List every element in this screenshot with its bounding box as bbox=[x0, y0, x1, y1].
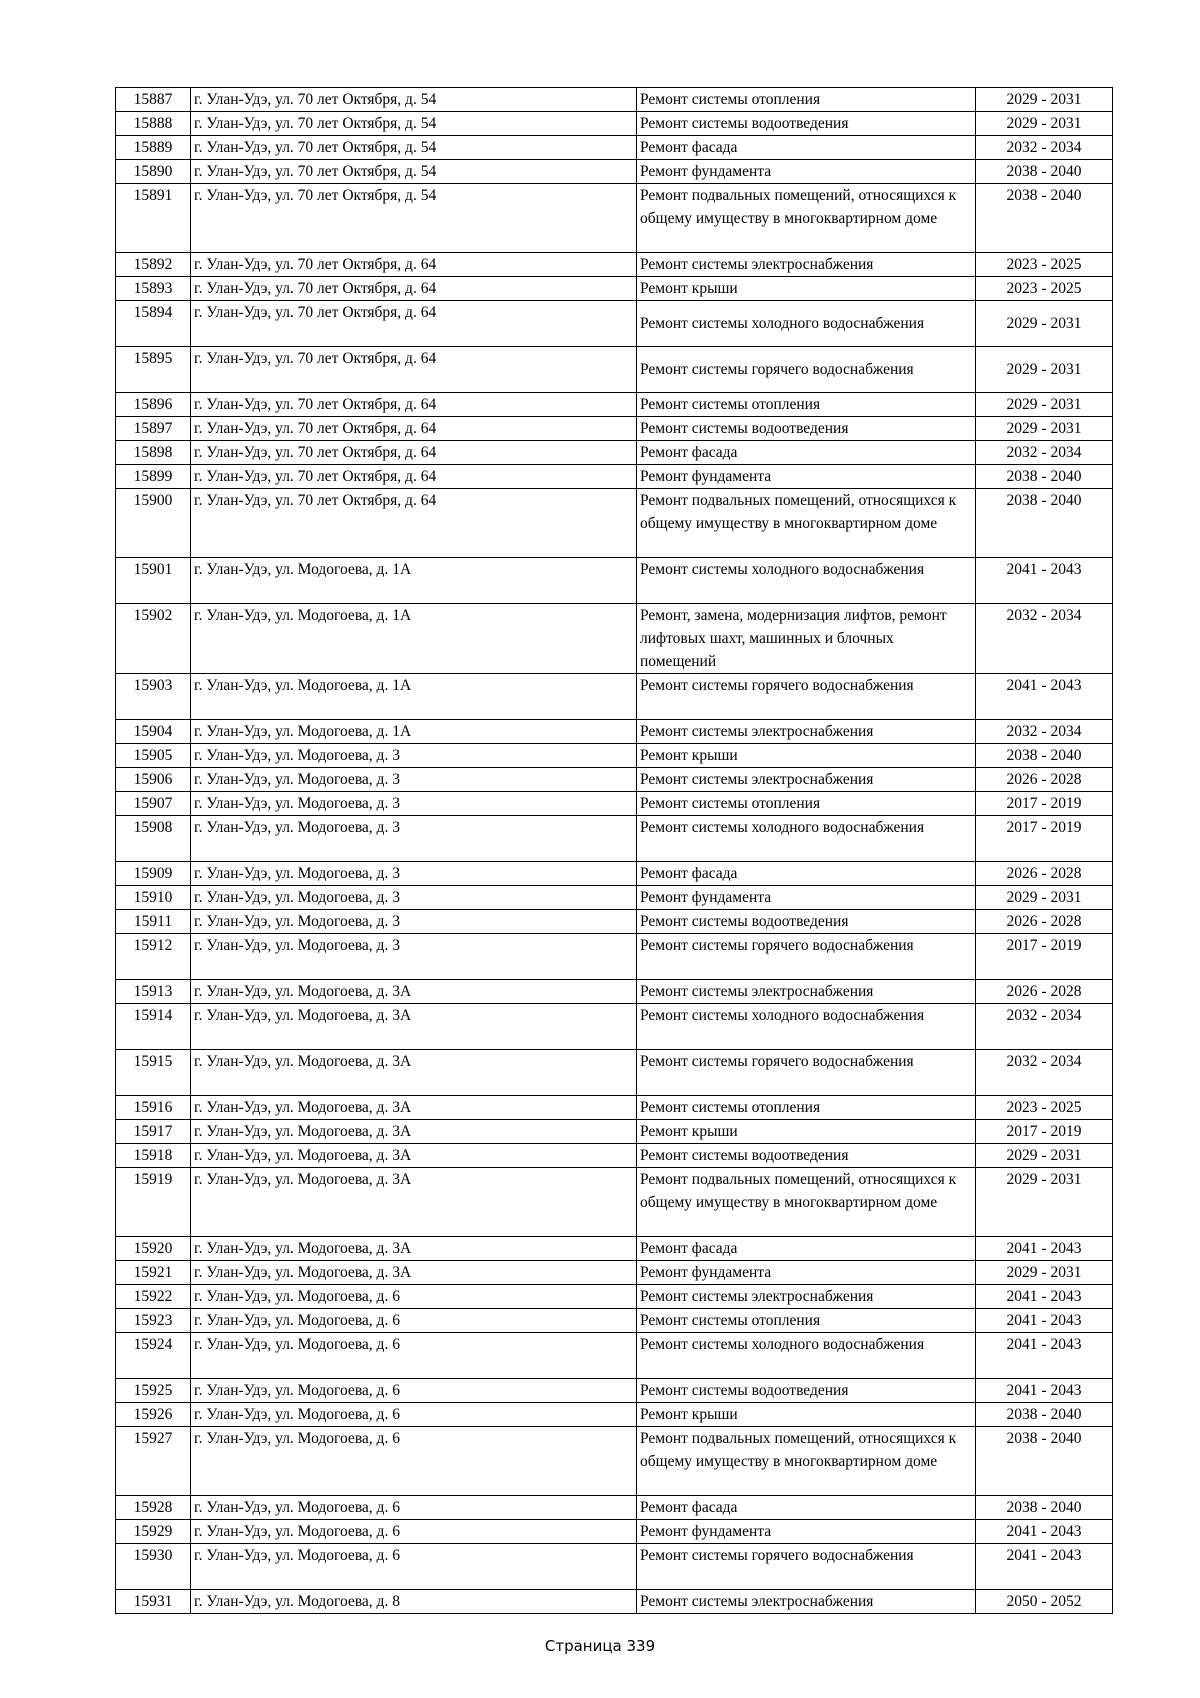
table-row bbox=[116, 1168, 1113, 1237]
address-cell: г. Улан-Удэ, ул. Модогоева, д. 1А bbox=[191, 674, 637, 720]
table-row bbox=[116, 934, 1113, 980]
work-type-cell: Ремонт системы водоотведения bbox=[637, 1144, 976, 1168]
work-type-cell: Ремонт системы горячего водоснабжения bbox=[637, 347, 976, 393]
row-number-cell: 15912 bbox=[116, 934, 191, 980]
row-number-cell: 15892 bbox=[116, 253, 191, 277]
address-cell: г. Улан-Удэ, ул. Модогоева, д. 3 bbox=[191, 862, 637, 886]
address-cell: г. Улан-Удэ, ул. Модогоева, д. 3 bbox=[191, 910, 637, 934]
address-cell: г. Улан-Удэ, ул. Модогоева, д. 3 bbox=[191, 744, 637, 768]
work-type-cell: Ремонт подвальных помещений, относящихся к общему имуществу в многоквартирном доме bbox=[637, 1427, 976, 1496]
table-row bbox=[116, 1379, 1113, 1403]
row-number-cell: 15929 bbox=[116, 1520, 191, 1544]
period-cell: 2029 - 2031 bbox=[976, 1168, 1113, 1237]
address-cell: г. Улан-Удэ, ул. Модогоева, д. 6 bbox=[191, 1427, 637, 1496]
period-cell: 2017 - 2019 bbox=[976, 934, 1113, 980]
table-row bbox=[116, 112, 1113, 136]
period-cell: 2017 - 2019 bbox=[976, 1120, 1113, 1144]
table-row bbox=[116, 886, 1113, 910]
table-row bbox=[116, 1403, 1113, 1427]
period-cell: 2023 - 2025 bbox=[976, 253, 1113, 277]
address-cell: г. Улан-Удэ, ул. Модогоева, д. 3 bbox=[191, 886, 637, 910]
table-row bbox=[116, 160, 1113, 184]
address-cell: г. Улан-Удэ, ул. Модогоева, д. 3А bbox=[191, 1004, 637, 1050]
work-type-cell: Ремонт системы электроснабжения bbox=[637, 1590, 976, 1614]
period-cell: 2038 - 2040 bbox=[976, 1427, 1113, 1496]
period-cell: 2023 - 2025 bbox=[976, 277, 1113, 301]
address-cell: г. Улан-Удэ, ул. Модогоева, д. 3А bbox=[191, 1120, 637, 1144]
row-number-cell: 15926 bbox=[116, 1403, 191, 1427]
table-body bbox=[116, 88, 1113, 1614]
period-cell: 2029 - 2031 bbox=[976, 417, 1113, 441]
address-cell: г. Улан-Удэ, ул. 70 лет Октября, д. 64 bbox=[191, 489, 637, 558]
work-type-cell: Ремонт системы горячего водоснабжения bbox=[637, 1050, 976, 1096]
work-type-cell: Ремонт системы электроснабжения bbox=[637, 1285, 976, 1309]
table-row bbox=[116, 862, 1113, 886]
work-type-cell: Ремонт подвальных помещений, относящихся к общему имуществу в многоквартирном доме bbox=[637, 1168, 976, 1237]
work-type-cell: Ремонт фасада bbox=[637, 441, 976, 465]
address-cell: г. Улан-Удэ, ул. 70 лет Октября, д. 64 bbox=[191, 441, 637, 465]
work-type-cell: Ремонт фасада bbox=[637, 1496, 976, 1520]
row-number-cell: 15896 bbox=[116, 393, 191, 417]
address-cell: г. Улан-Удэ, ул. 70 лет Октября, д. 64 bbox=[191, 393, 637, 417]
table-row bbox=[116, 1285, 1113, 1309]
address-cell: г. Улан-Удэ, ул. 70 лет Октября, д. 54 bbox=[191, 136, 637, 160]
row-number-cell: 15908 bbox=[116, 816, 191, 862]
table-row bbox=[116, 277, 1113, 301]
period-cell: 2029 - 2031 bbox=[976, 393, 1113, 417]
work-type-cell: Ремонт системы электроснабжения bbox=[637, 768, 976, 792]
period-cell: 2038 - 2040 bbox=[976, 184, 1113, 253]
period-cell: 2029 - 2031 bbox=[976, 347, 1113, 393]
period-cell: 2032 - 2034 bbox=[976, 604, 1113, 674]
row-number-cell: 15891 bbox=[116, 184, 191, 253]
work-type-cell: Ремонт системы холодного водоснабжения bbox=[637, 816, 976, 862]
period-cell: 2038 - 2040 bbox=[976, 465, 1113, 489]
work-type-cell: Ремонт крыши bbox=[637, 1120, 976, 1144]
row-number-cell: 15915 bbox=[116, 1050, 191, 1096]
row-number-cell: 15925 bbox=[116, 1379, 191, 1403]
work-type-cell: Ремонт фундамента bbox=[637, 1261, 976, 1285]
work-type-cell: Ремонт системы электроснабжения bbox=[637, 980, 976, 1004]
period-cell: 2038 - 2040 bbox=[976, 1496, 1113, 1520]
table-row bbox=[116, 604, 1113, 674]
address-cell: г. Улан-Удэ, ул. 70 лет Октября, д. 54 bbox=[191, 184, 637, 253]
address-cell: г. Улан-Удэ, ул. Модогоева, д. 1А bbox=[191, 720, 637, 744]
period-cell: 2032 - 2034 bbox=[976, 1050, 1113, 1096]
period-cell: 2026 - 2028 bbox=[976, 910, 1113, 934]
address-cell: г. Улан-Удэ, ул. Модогоева, д. 3 bbox=[191, 768, 637, 792]
period-cell: 2026 - 2028 bbox=[976, 980, 1113, 1004]
row-number-cell: 15931 bbox=[116, 1590, 191, 1614]
row-number-cell: 15887 bbox=[116, 88, 191, 112]
work-type-cell: Ремонт крыши bbox=[637, 277, 976, 301]
address-cell: г. Улан-Удэ, ул. 70 лет Октября, д. 54 bbox=[191, 112, 637, 136]
work-type-cell: Ремонт системы горячего водоснабжения bbox=[637, 934, 976, 980]
address-cell: г. Улан-Удэ, ул. 70 лет Октября, д. 64 bbox=[191, 277, 637, 301]
period-cell: 2029 - 2031 bbox=[976, 886, 1113, 910]
address-cell: г. Улан-Удэ, ул. Модогоева, д. 3 bbox=[191, 816, 637, 862]
address-cell: г. Улан-Удэ, ул. 70 лет Октября, д. 54 bbox=[191, 160, 637, 184]
table-row bbox=[116, 347, 1113, 393]
row-number-cell: 15900 bbox=[116, 489, 191, 558]
address-cell: г. Улан-Удэ, ул. Модогоева, д. 6 bbox=[191, 1496, 637, 1520]
period-cell: 2032 - 2034 bbox=[976, 1004, 1113, 1050]
table-row bbox=[116, 1309, 1113, 1333]
row-number-cell: 15897 bbox=[116, 417, 191, 441]
table-row bbox=[116, 1590, 1113, 1614]
row-number-cell: 15898 bbox=[116, 441, 191, 465]
table-row bbox=[116, 1144, 1113, 1168]
work-type-cell: Ремонт системы электроснабжения bbox=[637, 253, 976, 277]
address-cell: г. Улан-Удэ, ул. Модогоева, д. 3А bbox=[191, 1237, 637, 1261]
address-cell: г. Улан-Удэ, ул. Модогоева, д. 6 bbox=[191, 1544, 637, 1590]
row-number-cell: 15888 bbox=[116, 112, 191, 136]
period-cell: 2041 - 2043 bbox=[976, 1309, 1113, 1333]
period-cell: 2026 - 2028 bbox=[976, 768, 1113, 792]
table-row bbox=[116, 1427, 1113, 1496]
work-type-cell: Ремонт системы отопления bbox=[637, 1096, 976, 1120]
row-number-cell: 15901 bbox=[116, 558, 191, 604]
work-type-cell: Ремонт фундамента bbox=[637, 160, 976, 184]
table-row bbox=[116, 88, 1113, 112]
work-type-cell: Ремонт, замена, модернизация лифтов, ремонт лифтовых шахт, машинных и блочных помещений bbox=[637, 604, 976, 674]
address-cell: г. Улан-Удэ, ул. Модогоева, д. 3 bbox=[191, 934, 637, 980]
period-cell: 2041 - 2043 bbox=[976, 674, 1113, 720]
row-number-cell: 15928 bbox=[116, 1496, 191, 1520]
period-cell: 2050 - 2052 bbox=[976, 1590, 1113, 1614]
work-type-cell: Ремонт подвальных помещений, относящихся к общему имуществу в многоквартирном доме bbox=[637, 184, 976, 253]
row-number-cell: 15904 bbox=[116, 720, 191, 744]
table-row bbox=[116, 674, 1113, 720]
row-number-cell: 15918 bbox=[116, 1144, 191, 1168]
period-cell: 2041 - 2043 bbox=[976, 1520, 1113, 1544]
period-cell: 2032 - 2034 bbox=[976, 720, 1113, 744]
table-row bbox=[116, 465, 1113, 489]
period-cell: 2017 - 2019 bbox=[976, 792, 1113, 816]
row-number-cell: 15911 bbox=[116, 910, 191, 934]
row-number-cell: 15917 bbox=[116, 1120, 191, 1144]
period-cell: 2029 - 2031 bbox=[976, 1261, 1113, 1285]
address-cell: г. Улан-Удэ, ул. 70 лет Октября, д. 64 bbox=[191, 465, 637, 489]
row-number-cell: 15916 bbox=[116, 1096, 191, 1120]
table-row bbox=[116, 489, 1113, 558]
period-cell: 2023 - 2025 bbox=[976, 1096, 1113, 1120]
table-row bbox=[116, 1004, 1113, 1050]
address-cell: г. Улан-Удэ, ул. Модогоева, д. 1А bbox=[191, 558, 637, 604]
table-row bbox=[116, 1096, 1113, 1120]
table-row bbox=[116, 393, 1113, 417]
period-cell: 2041 - 2043 bbox=[976, 1333, 1113, 1379]
page-number: Страница 339 bbox=[544, 1637, 656, 1655]
table-row bbox=[116, 1520, 1113, 1544]
table-row bbox=[116, 816, 1113, 862]
table-row bbox=[116, 184, 1113, 253]
work-type-cell: Ремонт системы водоотведения bbox=[637, 1379, 976, 1403]
table-row bbox=[116, 980, 1113, 1004]
period-cell: 2038 - 2040 bbox=[976, 489, 1113, 558]
table-row bbox=[116, 301, 1113, 347]
period-cell: 2032 - 2034 bbox=[976, 136, 1113, 160]
period-cell: 2041 - 2043 bbox=[976, 1237, 1113, 1261]
table-row bbox=[116, 558, 1113, 604]
table-row bbox=[116, 1120, 1113, 1144]
table-row bbox=[116, 1496, 1113, 1520]
work-type-cell: Ремонт системы холодного водоснабжения bbox=[637, 1333, 976, 1379]
address-cell: г. Улан-Удэ, ул. Модогоева, д. 8 bbox=[191, 1590, 637, 1614]
work-type-cell: Ремонт фундамента bbox=[637, 465, 976, 489]
address-cell: г. Улан-Удэ, ул. 70 лет Октября, д. 64 bbox=[191, 417, 637, 441]
row-number-cell: 15920 bbox=[116, 1237, 191, 1261]
period-cell: 2038 - 2040 bbox=[976, 1403, 1113, 1427]
address-cell: г. Улан-Удэ, ул. Модогоева, д. 3А bbox=[191, 980, 637, 1004]
row-number-cell: 15913 bbox=[116, 980, 191, 1004]
work-type-cell: Ремонт крыши bbox=[637, 744, 976, 768]
period-cell: 2029 - 2031 bbox=[976, 88, 1113, 112]
row-number-cell: 15890 bbox=[116, 160, 191, 184]
table-row bbox=[116, 136, 1113, 160]
period-cell: 2038 - 2040 bbox=[976, 744, 1113, 768]
work-type-cell: Ремонт системы холодного водоснабжения bbox=[637, 1004, 976, 1050]
address-cell: г. Улан-Удэ, ул. 70 лет Октября, д. 64 bbox=[191, 347, 637, 393]
address-cell: г. Улан-Удэ, ул. Модогоева, д. 3А bbox=[191, 1096, 637, 1120]
period-cell: 2041 - 2043 bbox=[976, 558, 1113, 604]
address-cell: г. Улан-Удэ, ул. 70 лет Октября, д. 64 bbox=[191, 301, 637, 347]
period-cell: 2041 - 2043 bbox=[976, 1379, 1113, 1403]
table-row bbox=[116, 1261, 1113, 1285]
work-type-cell: Ремонт системы водоотведения bbox=[637, 112, 976, 136]
table-row bbox=[116, 792, 1113, 816]
period-cell: 2029 - 2031 bbox=[976, 301, 1113, 347]
row-number-cell: 15894 bbox=[116, 301, 191, 347]
row-number-cell: 15905 bbox=[116, 744, 191, 768]
work-type-cell: Ремонт системы водоотведения bbox=[637, 417, 976, 441]
work-type-cell: Ремонт системы горячего водоснабжения bbox=[637, 1544, 976, 1590]
address-cell: г. Улан-Удэ, ул. Модогоева, д. 3 bbox=[191, 792, 637, 816]
table-row bbox=[116, 441, 1113, 465]
row-number-cell: 15889 bbox=[116, 136, 191, 160]
address-cell: г. Улан-Удэ, ул. Модогоева, д. 3А bbox=[191, 1050, 637, 1096]
work-type-cell: Ремонт системы отопления bbox=[637, 88, 976, 112]
row-number-cell: 15899 bbox=[116, 465, 191, 489]
row-number-cell: 15930 bbox=[116, 1544, 191, 1590]
address-cell: г. Улан-Удэ, ул. Модогоева, д. 6 bbox=[191, 1520, 637, 1544]
row-number-cell: 15924 bbox=[116, 1333, 191, 1379]
work-type-cell: Ремонт фундамента bbox=[637, 886, 976, 910]
address-cell: г. Улан-Удэ, ул. Модогоева, д. 6 bbox=[191, 1285, 637, 1309]
row-number-cell: 15910 bbox=[116, 886, 191, 910]
table-row bbox=[116, 744, 1113, 768]
work-type-cell: Ремонт крыши bbox=[637, 1403, 976, 1427]
row-number-cell: 15903 bbox=[116, 674, 191, 720]
address-cell: г. Улан-Удэ, ул. Модогоева, д. 6 bbox=[191, 1403, 637, 1427]
row-number-cell: 15927 bbox=[116, 1427, 191, 1496]
work-type-cell: Ремонт фасада bbox=[637, 1237, 976, 1261]
row-number-cell: 15914 bbox=[116, 1004, 191, 1050]
row-number-cell: 15909 bbox=[116, 862, 191, 886]
period-cell: 2029 - 2031 bbox=[976, 1144, 1113, 1168]
work-type-cell: Ремонт системы электроснабжения bbox=[637, 720, 976, 744]
row-number-cell: 15895 bbox=[116, 347, 191, 393]
address-cell: г. Улан-Удэ, ул. 70 лет Октября, д. 64 bbox=[191, 253, 637, 277]
period-cell: 2041 - 2043 bbox=[976, 1285, 1113, 1309]
work-type-cell: Ремонт системы отопления bbox=[637, 1309, 976, 1333]
address-cell: г. Улан-Удэ, ул. Модогоева, д. 6 bbox=[191, 1379, 637, 1403]
row-number-cell: 15907 bbox=[116, 792, 191, 816]
table-row bbox=[116, 1237, 1113, 1261]
period-cell: 2029 - 2031 bbox=[976, 112, 1113, 136]
table-row bbox=[116, 1050, 1113, 1096]
work-type-cell: Ремонт фасада bbox=[637, 862, 976, 886]
row-number-cell: 15921 bbox=[116, 1261, 191, 1285]
work-type-cell: Ремонт системы отопления bbox=[637, 393, 976, 417]
address-cell: г. Улан-Удэ, ул. Модогоева, д. 6 bbox=[191, 1333, 637, 1379]
table-row bbox=[116, 1544, 1113, 1590]
table-row bbox=[116, 253, 1113, 277]
period-cell: 2026 - 2028 bbox=[976, 862, 1113, 886]
row-number-cell: 15923 bbox=[116, 1309, 191, 1333]
address-cell: г. Улан-Удэ, ул. Модогоева, д. 3А bbox=[191, 1168, 637, 1237]
work-type-cell: Ремонт фасада bbox=[637, 136, 976, 160]
work-type-cell: Ремонт системы отопления bbox=[637, 792, 976, 816]
table-row bbox=[116, 768, 1113, 792]
row-number-cell: 15902 bbox=[116, 604, 191, 674]
row-number-cell: 15919 bbox=[116, 1168, 191, 1237]
work-type-cell: Ремонт системы горячего водоснабжения bbox=[637, 674, 976, 720]
work-type-cell: Ремонт системы холодного водоснабжения bbox=[637, 301, 976, 347]
work-type-cell: Ремонт фундамента bbox=[637, 1520, 976, 1544]
row-number-cell: 15922 bbox=[116, 1285, 191, 1309]
period-cell: 2017 - 2019 bbox=[976, 816, 1113, 862]
period-cell: 2032 - 2034 bbox=[976, 441, 1113, 465]
table-row bbox=[116, 720, 1113, 744]
capital-repair-table bbox=[115, 87, 1113, 1614]
address-cell: г. Улан-Удэ, ул. Модогоева, д. 3А bbox=[191, 1144, 637, 1168]
table-row bbox=[116, 1333, 1113, 1379]
work-type-cell: Ремонт системы водоотведения bbox=[637, 910, 976, 934]
address-cell: г. Улан-Удэ, ул. Модогоева, д. 1А bbox=[191, 604, 637, 674]
period-cell: 2041 - 2043 bbox=[976, 1544, 1113, 1590]
address-cell: г. Улан-Удэ, ул. Модогоева, д. 6 bbox=[191, 1309, 637, 1333]
table-row bbox=[116, 910, 1113, 934]
row-number-cell: 15893 bbox=[116, 277, 191, 301]
work-type-cell: Ремонт подвальных помещений, относящихся к общему имуществу в многоквартирном доме bbox=[637, 489, 976, 558]
address-cell: г. Улан-Удэ, ул. Модогоева, д. 3А bbox=[191, 1261, 637, 1285]
work-type-cell: Ремонт системы холодного водоснабжения bbox=[637, 558, 976, 604]
row-number-cell: 15906 bbox=[116, 768, 191, 792]
table-row bbox=[116, 417, 1113, 441]
address-cell: г. Улан-Удэ, ул. 70 лет Октября, д. 54 bbox=[191, 88, 637, 112]
period-cell: 2038 - 2040 bbox=[976, 160, 1113, 184]
